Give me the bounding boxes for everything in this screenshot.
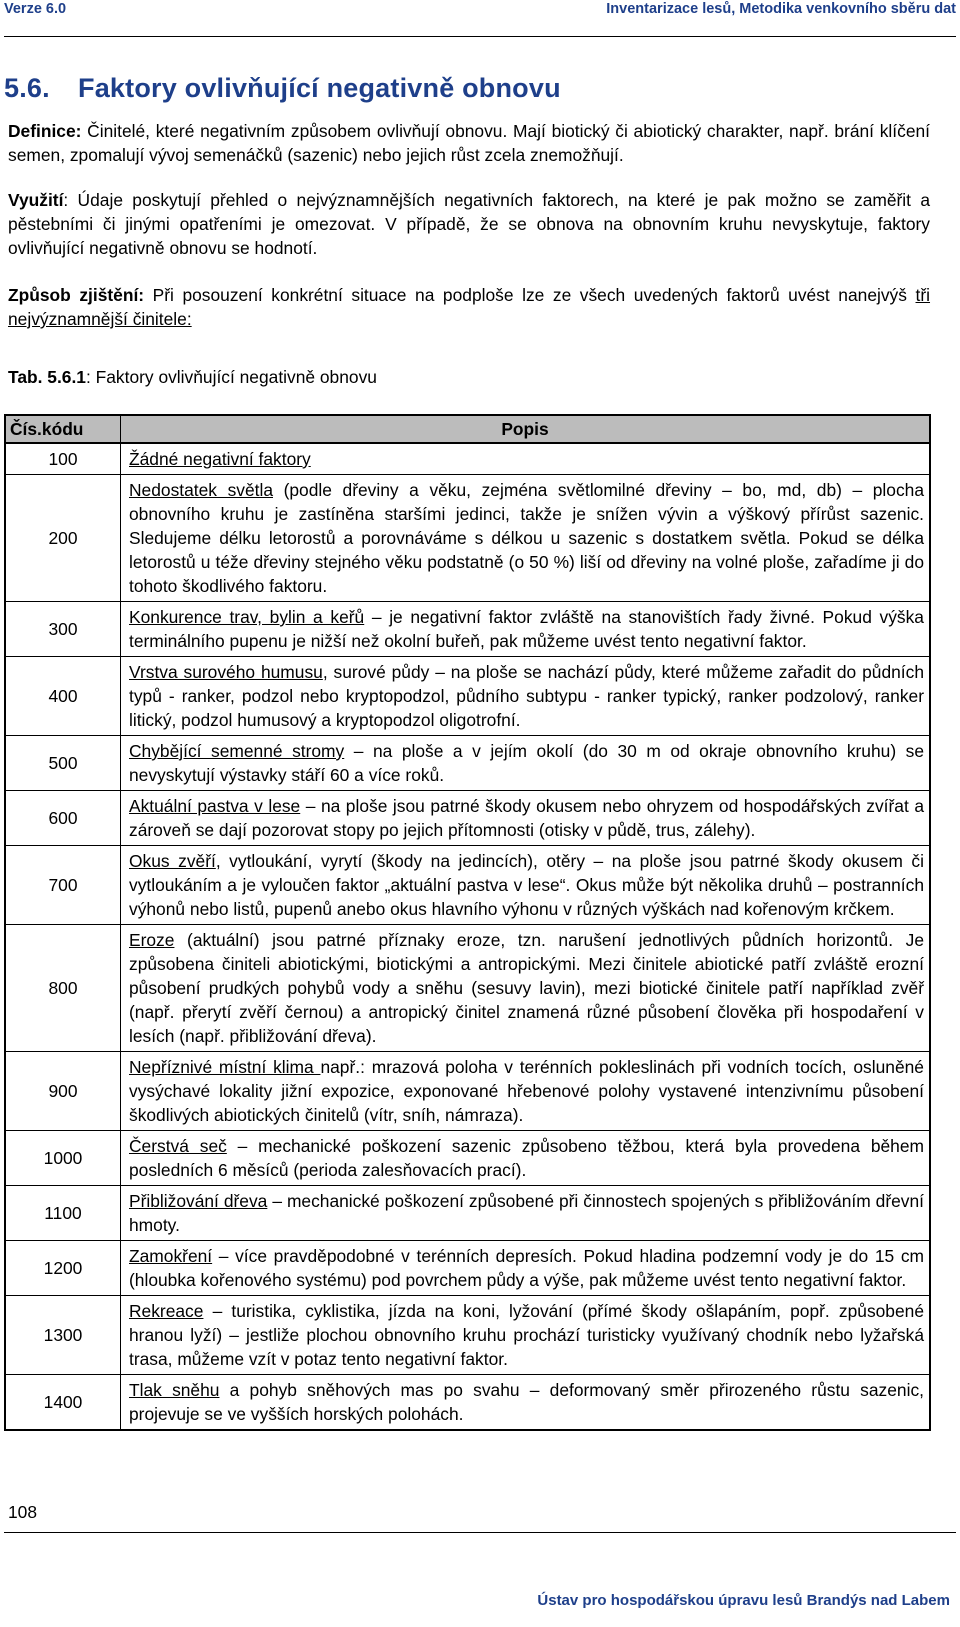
- factor-detail: (aktuální) jsou patrné příznaky eroze, tzn. narušení jednotlivých půdních horizontů. Je způsobena činiteli abiotickými, biotickými a antropickými. Mezi činitele abiotické patří zvláště erozní působení prudkých pohybů vody a sněhu (sesuvy lavin), mezi biotické činitele patří například zvěř (např. přerytí zvěří černou) a antropický činitel znamená různé působení člověka při hospodaření v lesích (např. přibližování dřeva).: [129, 930, 924, 1046]
- factor-detail: – mechanické poškození sazenic způsobeno těžbou, která byla provedena během posledních 6 měsíců (perioda zalesňovacích prací).: [129, 1136, 925, 1180]
- factor-code: 500: [5, 736, 121, 791]
- factor-term: Rekreace: [129, 1301, 204, 1321]
- column-header-description: Popis: [121, 415, 931, 443]
- factor-description: [121, 791, 931, 846]
- factor-detail: např.: mrazová poloha v terénních pokleslinách při vodních tocích, osluněné vysýchavé lokality jižní expozice, exponované hřebenové polohy vystavené intenzivnímu působení škodlivých abiotických činitelů (vítr, sníh, námraza).: [129, 1057, 924, 1125]
- page-number: 108: [8, 1502, 38, 1522]
- factors-table: [4, 414, 931, 1431]
- factor-description: [121, 1131, 931, 1186]
- definition-paragraph: [8, 119, 930, 167]
- factor-code: 1000: [5, 1131, 121, 1186]
- factor-term: Přibližování dřeva: [129, 1191, 268, 1211]
- factor-description: [121, 1052, 931, 1131]
- table-caption: [8, 365, 377, 389]
- factor-term: Tlak sněhu: [129, 1380, 220, 1400]
- factor-description: [121, 602, 931, 657]
- factor-code: 600: [5, 791, 121, 846]
- factor-code: 200: [5, 475, 121, 602]
- section-number: 5.6.: [4, 73, 50, 103]
- factor-term: Nedostatek světla: [129, 480, 273, 500]
- factor-term: Žádné negativní faktory: [129, 449, 311, 469]
- table-row: [5, 791, 930, 846]
- header-version: Verze 6.0: [4, 1, 67, 17]
- factor-term: Vrstva surového humusu: [129, 662, 323, 682]
- factor-description: [121, 1241, 931, 1296]
- footer-rule: [4, 1532, 956, 1533]
- factor-detail: – je negativní faktor zvláště na stanovištích řady živné. Pokud výška terminálního pupenu je nižší než okolní buřeň, pak můžeme uvést tento negativní faktor.: [129, 607, 924, 651]
- usage-paragraph: [8, 188, 930, 260]
- factor-code: 1300: [5, 1296, 121, 1375]
- footer-institution: Ústav pro hospodářskou úpravu lesů Brandýs nad Labem: [537, 1592, 950, 1609]
- factor-term: Eroze: [129, 930, 175, 950]
- table-row: [5, 1186, 930, 1241]
- factor-description: [121, 1186, 931, 1241]
- section-heading: [4, 73, 561, 104]
- factor-term: Aktuální pastva v lese: [129, 796, 301, 816]
- factor-description: [121, 925, 931, 1052]
- table-row: [5, 925, 930, 1052]
- factor-description: [121, 846, 931, 925]
- table-body: [5, 443, 930, 1430]
- method-paragraph: [8, 283, 930, 331]
- factor-code: 100: [5, 443, 121, 475]
- factor-description: [121, 736, 931, 791]
- factor-term: Okus zvěří: [129, 851, 216, 871]
- table-row: [5, 1241, 930, 1296]
- header-title: Inventarizace lesů, Metodika venkovního sběru dat: [606, 1, 956, 17]
- table-row: [5, 1296, 930, 1375]
- factor-detail: , vytloukání, vyrytí (škody na jedincích), otěry – na ploše jsou patrné škody okusem či vytloukáním a je vyloučen faktor „aktuální pastva v lese“. Okus může být několika druhů – postranních výhonů nebo listů, pupenů anebo okus hlavního výhonu v různých výškách nad kořenovým krčkem.: [129, 851, 924, 919]
- header-rule: [4, 36, 956, 37]
- factor-code: 700: [5, 846, 121, 925]
- table-row: [5, 475, 930, 602]
- factor-term: Nepříznivé místní klima: [129, 1057, 321, 1077]
- table-row: [5, 1052, 930, 1131]
- method-text: Při posouzení konkrétní situace na podploše lze ze všech uvedených faktorů uvést nanejvýš: [144, 285, 916, 305]
- method-underlined: tři nejvýznamnější činitele:: [8, 285, 931, 329]
- usage-text: : Údaje poskytují přehled o nejvýznamnějších negativních faktorech, na které je pak možno se zaměřit a pěstebními či jinými opatřeními je omezovat. V případě, že se obnova na obnovním kruhu nevyskytuje, faktory ovlivňující negativně obnovu se hodnotí.: [8, 190, 930, 258]
- method-label: Způsob zjištění:: [8, 285, 145, 305]
- column-header-code: Čís.kódu: [5, 415, 121, 443]
- factor-description: [121, 657, 931, 736]
- table-row: [5, 443, 930, 475]
- factor-detail: – turistika, cyklistika, jízda na koni, lyžování (přímé škody ošlapáním, popř. způsobené hranou lyží) – jestliže plochou obnovního kruhu prochází turisticky využívaný chodník nebo lyžařská trasa, můžeme vzít v potaz tento negativní faktor.: [129, 1301, 924, 1369]
- factor-term: Chybějící semenné stromy: [129, 741, 345, 761]
- factor-detail: , surové půdy – na ploše se nachází půdy, které můžeme zařadit do půdních typů - ranker, podzol nebo kryptopodzol, půdního subtypu - ranker typický, ranker podzolový, ranker litický, podzol humusový a kryptopodzol oligotrofní.: [129, 662, 924, 730]
- table-row: [5, 736, 930, 791]
- factor-description: [121, 1375, 931, 1431]
- factor-code: 1100: [5, 1186, 121, 1241]
- factor-detail: – na ploše a v jejím okolí (do 30 m od okraje obnovního kruhu) se nevyskytují výstavky stáří 60 a více roků.: [129, 741, 924, 785]
- factor-description: [121, 475, 931, 602]
- running-header: [4, 0, 956, 29]
- factor-detail: (podle dřeviny a věku, zejména světlomilné dřeviny – bo, md, db) – plocha obnovního kruhu je zastíněna staršími jedinci, takže je snížen vývin a výškový přírůst sazenic. Sledujeme délku letorostů a porovnáváme s délkou u sazenic s dostatkem světla. Pokud se délka letorostů u téže dřeviny stejného věku podstatně (o 50 %) liší od dřeviny na volné ploše, zařadíme ji do tohoto škodlivého faktoru.: [129, 480, 925, 596]
- table-row: [5, 846, 930, 925]
- factor-term: Zamokření: [129, 1246, 213, 1266]
- factor-code: 400: [5, 657, 121, 736]
- table-row: [5, 657, 930, 736]
- factor-code: 900: [5, 1052, 121, 1131]
- table-row: [5, 1375, 930, 1431]
- factor-detail: – mechanické poškození způsobené při činnostech spojených s přibližováním dřevní hmoty.: [129, 1191, 924, 1235]
- factor-detail: – na ploše jsou patrné škody okusem nebo ohryzem od hospodářských zvířat a zároveň se dají pozorovat stopy po jejich přítomnosti (otisky v půdě, trus, zálehy).: [129, 796, 924, 840]
- factor-code: 1400: [5, 1375, 121, 1431]
- factor-code: 800: [5, 925, 121, 1052]
- definition-text: Činitelé, které negativním způsobem ovlivňují obnovu. Mají biotický či abiotický charakter, např. brání klíčení semen, zpomalují vývoj semenáčků (sazenic) nebo jejich růst zcela znemožňují.: [8, 121, 930, 165]
- section-title: Faktory ovlivňující negativně obnovu: [78, 73, 561, 103]
- table-row: [5, 602, 930, 657]
- factor-term: Čerstvá seč: [129, 1136, 227, 1156]
- definition-label: Definice:: [8, 121, 82, 141]
- table-row: [5, 1131, 930, 1186]
- table-caption-number: Tab. 5.6.1: [8, 367, 86, 387]
- factor-detail: – více pravděpodobné v terénních depresích. Pokud hladina podzemní vody je do 15 cm (hloubka kořenového systému) pod povrchem půdy a výše, pak můžeme uvést tento negativní faktor.: [129, 1246, 924, 1290]
- factor-detail: a pohyb sněhových mas po svahu – deformovaný směr přirozeného růstu sazenic, projevuje se ve vyšších horských polohách.: [129, 1380, 924, 1424]
- factor-description: [121, 443, 931, 475]
- factor-description: [121, 1296, 931, 1375]
- table-caption-text: : Faktory ovlivňující negativně obnovu: [85, 367, 377, 387]
- table-header-row: [5, 415, 930, 443]
- factor-code: 300: [5, 602, 121, 657]
- factor-term: Konkurence trav, bylin a keřů: [129, 607, 365, 627]
- usage-label: Využití: [8, 190, 64, 210]
- factor-code: 1200: [5, 1241, 121, 1296]
